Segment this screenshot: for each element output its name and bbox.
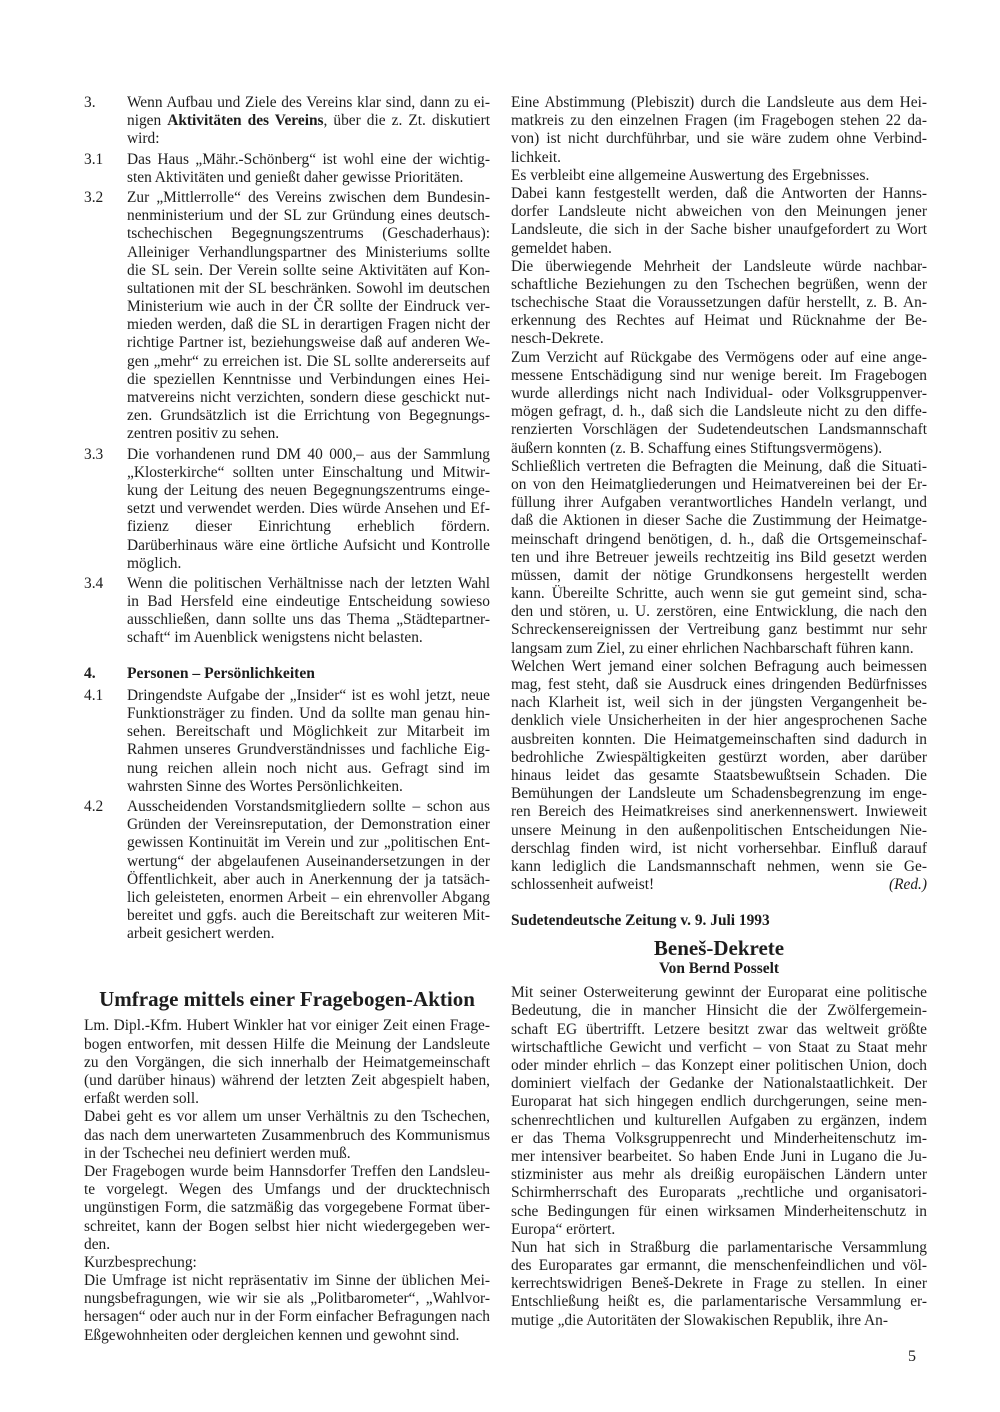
list-item <box>84 687 490 796</box>
text-line: sche Bedingungen für einen wirksamen Minderheitenschutz in <box>511 1202 927 1220</box>
text-line: tschechischen Begegnungszentrums (Geschaderhaus): <box>127 225 490 243</box>
text-line: Öffentlichkeit, aber auch in Anerkennung der ja tatsäch- <box>127 870 490 888</box>
text-line: sehen. Bereitschaft und Möglichkeit zur Mitarbeit im <box>127 723 490 741</box>
text-line: Welchen Wert jemand einer solchen Befragung auch beimessen <box>511 657 927 675</box>
text-line: mutige „die Autoritäten der Slowakischen Republik, ihre An- <box>511 1311 888 1329</box>
text-line: schaft EG übertrifft. Letzere besitzt zwar das weltweit größte <box>511 1020 927 1038</box>
text-line: dominiert vielfach der Gedanke der Nationalstaatlichkeit. Der <box>511 1075 927 1093</box>
items-section-4 <box>84 687 490 944</box>
text-line: Dabei kann festgestellt werden, daß die Antworten der Hanns- <box>511 184 927 202</box>
text-line: Die vorhandenen rund DM 40 000,– aus der Sammlung <box>127 445 490 463</box>
editor-signature: (Red.) <box>888 876 927 894</box>
text-line <box>127 112 490 130</box>
text-line: Die überwiegende Mehrheit der Landsleute würde nachbar- <box>511 257 927 275</box>
text-line: arbeit gesichert werden. <box>127 925 275 943</box>
paragraph <box>511 258 927 349</box>
text-line: erkennung des Rechtes auf Heimat und Rücknahme der Be- <box>511 312 927 330</box>
text-line: fizienz dieser Einrichtung erheblich fördern. <box>127 518 490 536</box>
text-line: gewissen Kontinuität im Verein und zur „politischen Ent- <box>127 834 490 852</box>
text-line: nenministerium und der SL zur Gründung eines deutsch- <box>127 207 490 225</box>
text-line: schreitet, kann der Bogen selbst hier nicht wiedergegeben wer- <box>84 1217 490 1235</box>
text-line: Lm. Dipl.-Kfm. Hubert Winkler hat vor einiger Zeit einen Frage- <box>84 1017 490 1035</box>
text-line: on von den Heimatgliederungen und Heimatvereinen bei der Er- <box>511 475 927 493</box>
text-line: das nach dem unerwarteten Zusammenbruch des Kommunismus <box>84 1126 490 1144</box>
text-line: müssen, damit der nötige Grundkonsens hergestellt werden <box>511 566 927 584</box>
text-line: nach Klarheit ist, weil sich in der jüngsten Vergangenheit be- <box>511 694 927 712</box>
paragraph <box>511 185 927 258</box>
text-line: nung reichen allein noch nicht aus. Gefragt sind im <box>127 759 490 777</box>
text-line: in Bad Hersfeld eine eindeutige Entscheidung sowieso <box>127 593 490 611</box>
list-item <box>84 798 490 944</box>
umfrage-continued-body <box>511 94 927 894</box>
text-line: die speziellen Kenntnisse und Verbindungen eines Hei- <box>127 370 490 388</box>
text-line: Schließlich vertreten die Befragten die Meinung, daß die Situati- <box>511 457 927 475</box>
text-line: Ausscheidenden Vorstandsmitgliedern sollte – schon aus <box>127 797 490 815</box>
text-line: Mit seiner Osterweiterung gewinnt der Europarat eine politische <box>511 984 927 1002</box>
text-line: unsere Meinung in den außenpolitischen Entscheidungen Nie- <box>511 821 927 839</box>
text-segment: , über die z. Zt. diskutiert <box>323 112 491 130</box>
text-line: Schreckensereignissen der Vertreibung ganz bestimmt nur sehr <box>511 621 927 639</box>
text-line: zentren positiv zu sehen. <box>127 425 280 443</box>
list-item <box>84 189 490 444</box>
text-line: wahrsten Sinne des Wortes Persönlichkeiten. <box>127 777 403 795</box>
text-line: Europa“ erörtert. <box>511 1220 616 1238</box>
text-line: in der Tschechei neu definiert werden muß. <box>84 1144 351 1162</box>
items-section-3 <box>84 94 490 648</box>
paragraph <box>511 1239 927 1330</box>
text-line: Bemühungen der Landsleute um Schadensbegrenzung im enge- <box>511 785 927 803</box>
text-line: zen. Grundsätzlich ist die Errichtung von Begegnungs- <box>127 407 490 425</box>
text-line: te vorgelegt. Wegen des Umfangs und der drucktechnisch <box>84 1181 490 1199</box>
text-line: kerrechtswidrigen Beneš-Dekrete in Frage zu stellen. In einer <box>511 1275 927 1293</box>
paragraph <box>84 1254 490 1272</box>
list-item <box>84 94 490 149</box>
text-line: sultationen mit der SL beschränken. Sowohl im deutschen <box>127 279 490 297</box>
text-line: bereitet und ggfs. auch die Bereitschaft zur weiteren Mit- <box>127 907 490 925</box>
item-number: 4.2 <box>84 797 104 815</box>
text-line: Wenn die politischen Verhältnisse nach der letzten Wahl <box>127 574 490 592</box>
text-line: ren Bereich des Heimatkreises sind anerkennenswert. Inwieweit <box>511 803 927 821</box>
text-line: ausbreiten konnten. Die Heimatgemeinschaften sind dadurch in <box>511 730 927 748</box>
source-heading: Sudetendeutsche Zeitung v. 9. Juli 1993 <box>511 912 770 930</box>
right-column <box>511 94 927 1330</box>
text-line: Nun hat sich in Straßburg die parlamentarische Versammlung <box>511 1238 927 1256</box>
text-line: mag, fest steht, daß sie Ausdruck eines dringenden Bedürfnisses <box>511 676 927 693</box>
text-line: wertung“ der abgelaufenen Auseinandersetzungen in der <box>127 852 490 870</box>
text-line: schenrechtlichen und kulturellen Aufgaben zu ergänzen, indem <box>511 1111 927 1129</box>
text-line: setzt und verwendet werden. Dies würde Ansehen und Ef- <box>127 500 490 518</box>
text-line: Es verbleibt eine allgemeine Auswertung des Ergebnisses. <box>511 166 870 184</box>
paragraph <box>511 658 927 894</box>
text-line: tschechische Staat die Voraussetzungen dafür herstellt, z. B. An- <box>511 294 927 312</box>
text-line: kung der Leitung des neuen Begegnungszentrums einge- <box>127 481 490 499</box>
text-line: lich geleisteten, enormen Arbeit – ein ehrenvoller Abgang <box>127 888 490 906</box>
text-line: renzierten Vorschlägen der Sudetendeutschen Landsmannschaft <box>511 421 927 439</box>
text-line: richtige Partner ist, beziehungsweise daß auf anderen We- <box>127 334 490 352</box>
left-column <box>84 94 490 1345</box>
list-item <box>84 446 490 573</box>
text-line: ten und ihre Betreuer jeweils rechtzeitig ins Bild gesetzt werden <box>511 548 927 566</box>
item-number: 3.1 <box>84 150 104 168</box>
text-line: mögen gefragt, d. h., daß sich die Landsleute nicht zu den diffe- <box>511 403 927 421</box>
text-line: hersagen“ oder auch nur in der Form einfacher Befragungen nach <box>84 1308 490 1326</box>
text-line: Europarat hat sich hingegen endlich durchgerungen, seine men- <box>511 1093 927 1111</box>
text-line: gemeldet haben. <box>511 239 612 257</box>
text-line: mieden werden, daß die SL in derartigen Fragen nicht der <box>127 316 490 334</box>
text-line: von) ist nicht durchführbar, und sie wäre zudem ohne Verbind- <box>511 130 927 148</box>
text-line: Kurzbesprechung: <box>84 1253 197 1271</box>
text-line: Der Fragebogen wurde beim Hannsdorfer Treffen den Landsleu- <box>84 1162 490 1180</box>
text-line: die SL sein. Der Verein sollte seine Aktivitäten auf Kon- <box>127 261 490 279</box>
paragraph <box>511 94 927 167</box>
text-line: Bedeutung, die in mancher Hinsicht die der Zwölfergemein- <box>511 1002 927 1020</box>
page-number: 5 <box>908 1348 916 1365</box>
paragraph <box>511 167 927 185</box>
paragraph <box>511 984 927 1239</box>
text-line: nesch-Dekrete. <box>511 330 604 348</box>
paragraph <box>84 1163 490 1254</box>
text-line: ungünstigen Form, die satzmäßig das vorgegebene Format über- <box>84 1199 490 1217</box>
paragraph <box>84 1272 490 1345</box>
text-line: hinaus leidet das gesamte Staatsbewußtsein Schaden. Die <box>511 766 927 784</box>
text-line: erfaßt werden soll. <box>84 1090 199 1108</box>
text-line: sten Aktivitäten und genießt daher gewisse Prioritäten. <box>127 168 464 186</box>
text-line: Gründen der Vereinsreputation, der Demonstration einer <box>127 816 490 834</box>
text-line: Die Umfrage ist nicht repräsentativ im Sinne der üblichen Mei- <box>84 1272 490 1290</box>
text-line: den. <box>84 1235 111 1253</box>
item-number: 3.4 <box>84 574 104 592</box>
text-line: zu den Vorgängen, die sich innerhalb der Heimatgemeinschaft <box>84 1053 490 1071</box>
text-line: Funktionsträger zu finden. Und da sollte man genau hin- <box>127 705 490 723</box>
text-line: kann. Übereilte Schritte, auch wenn sie gut gemeint sind, scha- <box>511 585 927 603</box>
text-line <box>511 876 927 894</box>
text-segment: nigen <box>127 112 168 130</box>
text-line: Zur „Mittlerrolle“ des Vereins zwischen dem Bundesin- <box>127 188 490 206</box>
text-line: Ministerium wie auch in der ČR sollte der Eindruck ver- <box>127 298 490 316</box>
text-line: oder minder ehrlich – das Konzept einer politischen Union, doch <box>511 1057 927 1074</box>
text-line: möglich. <box>127 554 182 572</box>
paragraph <box>84 1108 490 1163</box>
paragraph <box>511 349 927 458</box>
item-number: 3.2 <box>84 188 104 206</box>
text-line: bogen entworfen, mit dessen Hilfe die Meinung der Landsleute <box>84 1035 490 1053</box>
text-line: wird: <box>127 130 160 148</box>
text-line: den und stören, u. U. zerstören, eine Entwicklung, die nach den <box>511 603 927 621</box>
section-4-heading <box>84 665 490 683</box>
text-line: bedrohliche Zwiespältigkeiten gestürzt worden, aber darüber <box>511 748 927 766</box>
list-item <box>84 575 490 648</box>
paragraph <box>511 458 927 658</box>
text-line: daß die Aktionen in dieser Sache die Zustimmung der Heimatge- <box>511 512 927 530</box>
article-author: Von Bernd Posselt <box>658 960 779 978</box>
text-line: matkreis zu den einzelnen Fragen (im Fragebogen stehen 22 da- <box>511 112 927 130</box>
text-line: Schirmherrschaft des Europarats „rechtliche und organisatori- <box>511 1184 927 1202</box>
item-number: 3. <box>84 94 96 111</box>
text-line: gen „mehr“ zu erreichen ist. Die SL sollte andererseits auf <box>127 352 490 370</box>
text-line: kann lediglich die Landsmannschaft nehmen, wenn sie Ge- <box>511 857 927 875</box>
text-line: äußern konnten (z. B. Schaffung eines Stiftungsvermögens). <box>511 439 883 457</box>
text-line: mer intensiver bearbeitet. So haben Ende Juni in Lugano die Ju- <box>511 1147 927 1165</box>
text-line: Dringendste Aufgabe der „Insider“ ist es wohl jetzt, neue <box>127 686 490 704</box>
paragraph <box>84 1017 490 1108</box>
text-line: wurde allerdings nicht nach Individual- oder Volksgruppenver- <box>511 385 927 402</box>
text-line: Landsleute, die sich in der Sache bisher unaufgefordert zu Wort <box>511 221 927 239</box>
text-line: nungsbefragungen, wie wir sie als „Politbarometer“, „Wahlvor- <box>84 1290 490 1308</box>
text-line: stizminister aus mehr als dreißig europäischen Ländern unter <box>511 1166 927 1184</box>
text-line: messene Entschädigung sind nur wenige bereit. Im Fragebogen <box>511 366 927 384</box>
text-line: „Klosterkirche“ sollten unter Einschaltung und Mitwir- <box>127 463 490 481</box>
text-line: Alleiniger Verhandlungspartner des Ministeriums sollte <box>127 243 490 261</box>
text-line: lichkeit. <box>511 148 562 166</box>
bold-text: Aktivitäten des Vereins <box>167 112 324 130</box>
list-item <box>84 151 490 187</box>
article-title-benes: Beneš-Dekrete <box>653 936 785 961</box>
text-line: Rahmen unseres Grundverständnisses und fachliche Eig- <box>127 741 490 759</box>
text-line: Zum Verzicht auf Rückgabe des Vermögens oder auf eine ange- <box>511 348 927 366</box>
benes-body <box>511 984 927 1330</box>
section-number: 4. <box>84 664 96 682</box>
text-line: (und darüber hinaus) während der letzten Zeit abgespielt haben, <box>84 1072 490 1090</box>
text-line: füllung ihrer Aufgaben verantwortliches Handeln verlangt, und <box>511 494 927 512</box>
text-line: Das Haus „Mähr.-Schönberg“ ist wohl eine der wichtig- <box>127 150 490 168</box>
text-line: dorfer Landsleute nicht abweichen von den Meinungen jener <box>511 203 927 221</box>
text-line: des Europarates gar ermannt, die menschenfeindlichen und völ- <box>511 1257 927 1275</box>
item-number: 3.3 <box>84 445 104 463</box>
text-line: Eine Abstimmung (Plebiszit) durch die Landsleute aus dem Hei- <box>511 94 927 111</box>
text-line: er das Thema Volksgruppenrecht und Minderheitenschutz im- <box>511 1129 927 1147</box>
text-line: schaftliche Beziehungen zu den Tschechen begrüßen, wenn der <box>511 275 927 293</box>
article-title-umfrage: Umfrage mittels einer Fragebogen-Aktion <box>99 987 475 1012</box>
text-line: denklich viele Unsicherheiten in der hier angesprochenen Sache <box>511 712 927 730</box>
text-line: matvereins nicht verzichten, sondern diese geschickt nut- <box>127 389 490 406</box>
text-line: derschlag finden wird, ist nicht vorhersehbar. Einfluß darauf <box>511 839 927 857</box>
text-line: ausschließen, dann sollte uns das Thema „Städtepartner- <box>127 611 490 629</box>
text-line: Entschließung heißt es, die parlamentarische Versammlung er- <box>511 1293 927 1311</box>
text-line: Dabei geht es vor allem um unser Verhältnis zu den Tschechen, <box>84 1108 490 1126</box>
item-number: 4.1 <box>84 686 104 704</box>
text-line: meinschaft dringend benötigen, d. h., daß die Ortsgemeinschaf- <box>511 530 927 548</box>
text-line: Eßgewohnheiten oder dergleichen kennen und gewohnt sind. <box>84 1326 460 1344</box>
text-line: schaft“ im Auenblick wenigstens nicht belasten. <box>127 629 423 647</box>
text-line: Darüberhinaus wäre eine örtliche Aufsicht und Kontrolle <box>127 536 490 554</box>
text-segment: schlossenheit aufweist! <box>511 876 655 894</box>
text-line: Wenn Aufbau und Ziele des Vereins klar sind, dann zu ei- <box>127 94 490 111</box>
umfrage-body <box>84 1017 490 1344</box>
text-line: langsam zum Ziel, zu einer ehrlichen Nachbarschaft führen kann. <box>511 639 914 657</box>
text-line: wirtschaftliche Gewicht und verficht – von Staat zu Staat mehr <box>511 1038 927 1056</box>
section-title: Personen – Persönlichkeiten <box>127 664 315 682</box>
